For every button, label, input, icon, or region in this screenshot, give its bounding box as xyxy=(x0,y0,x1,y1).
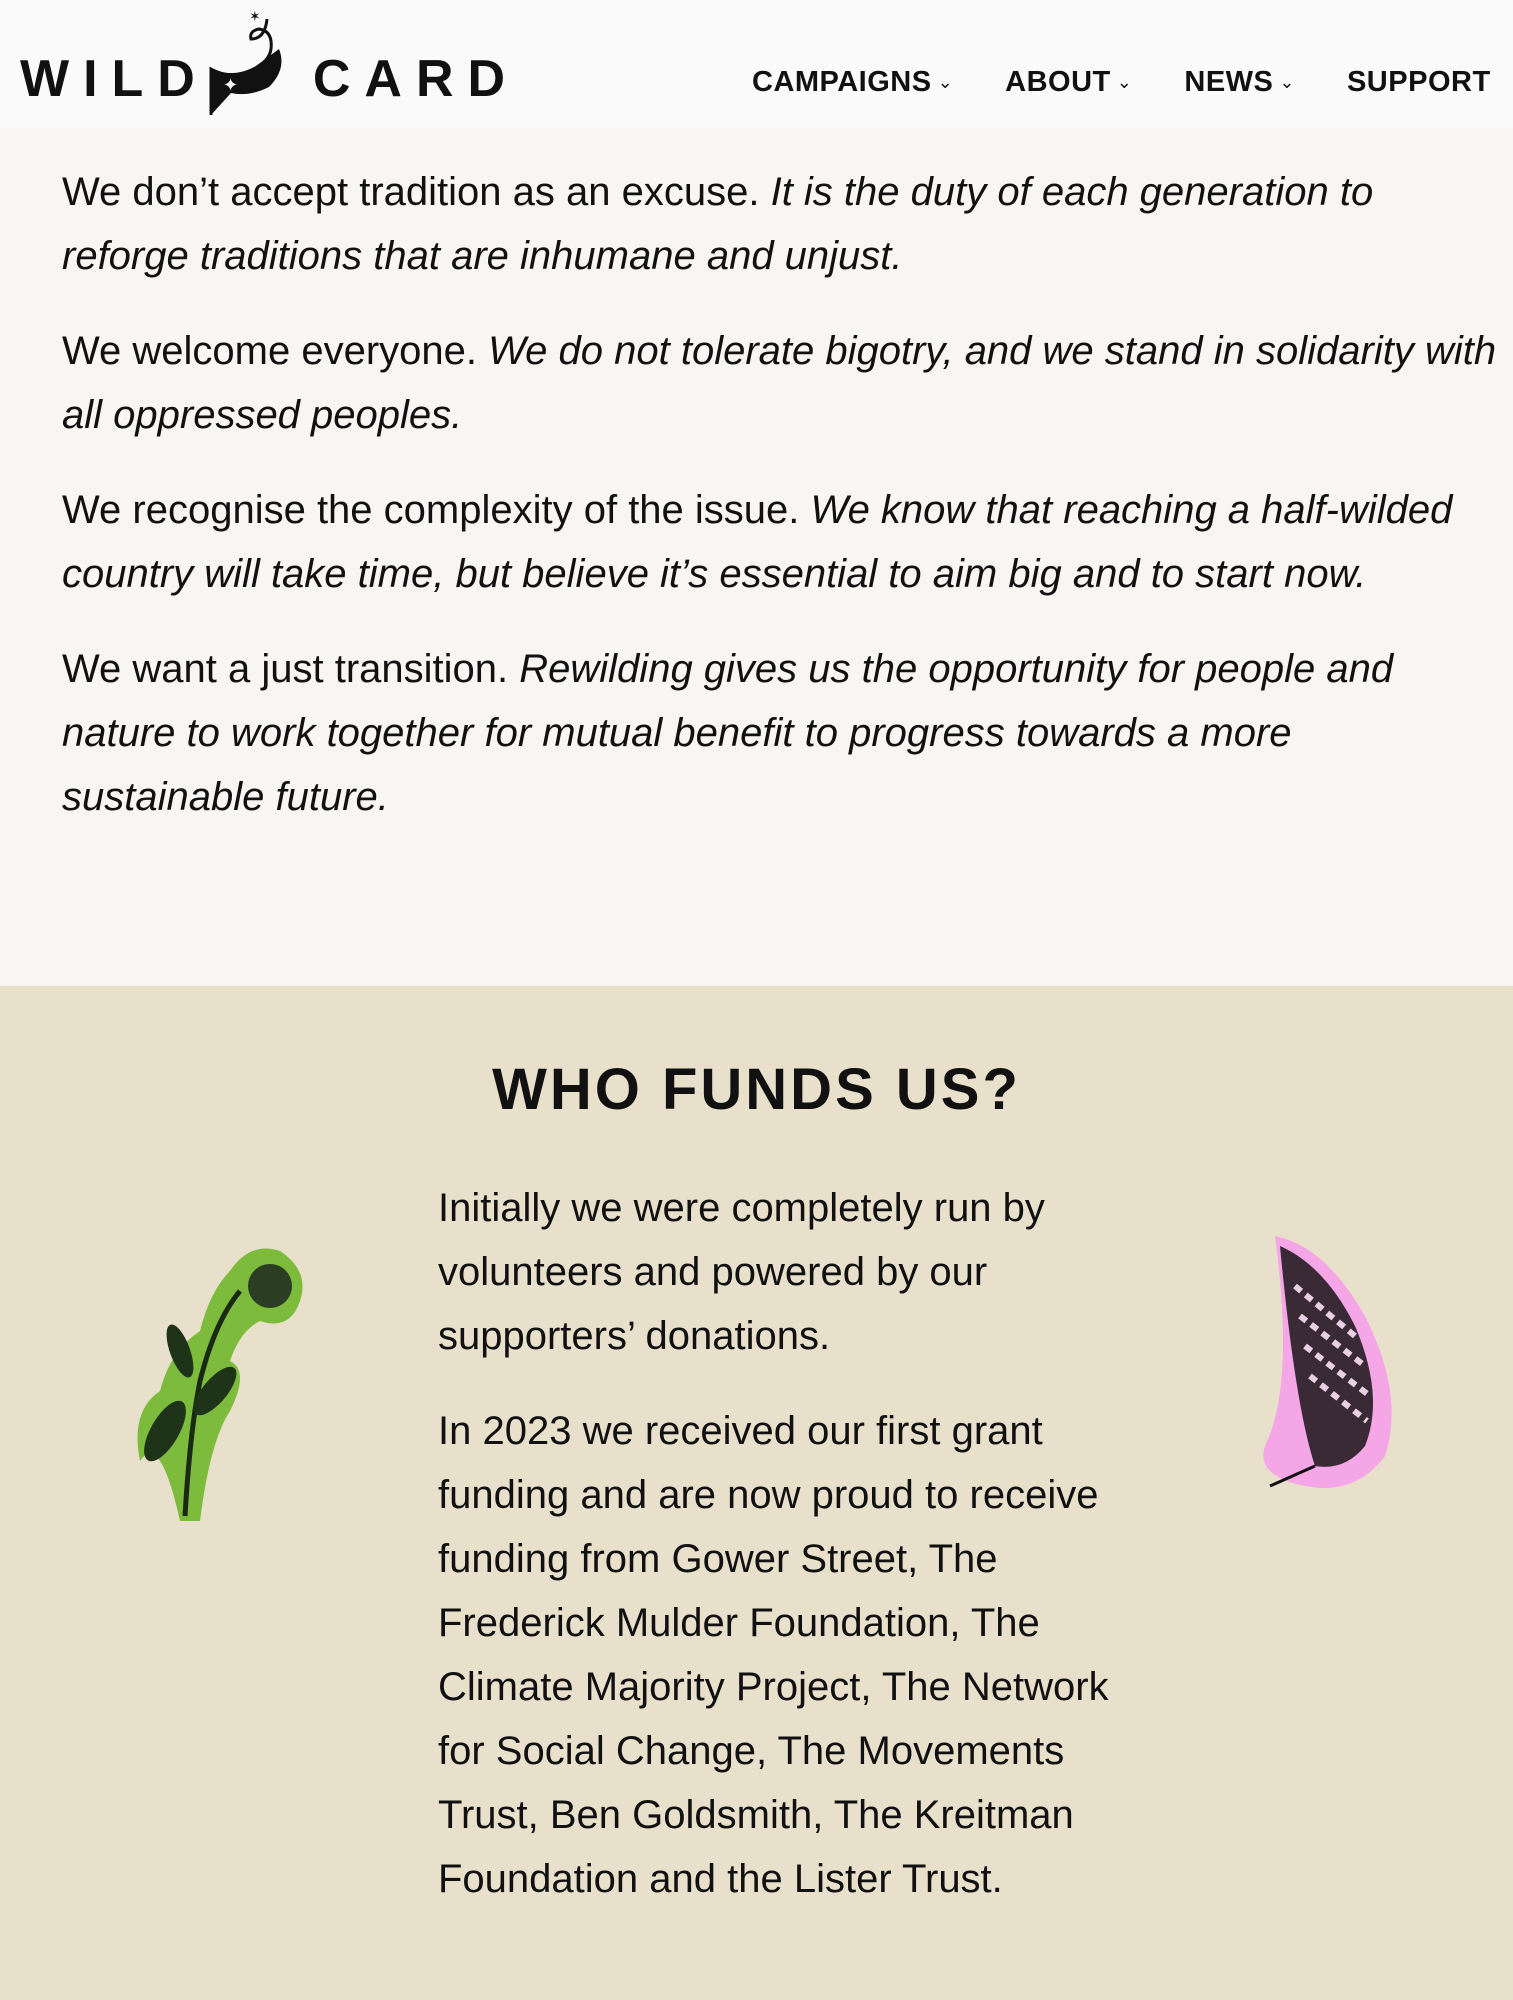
nav-about[interactable] xyxy=(1005,66,1132,99)
value-lead: We don’t accept tradition as an excuse. xyxy=(62,170,760,214)
value-lead: We recognise the complexity of the issue. xyxy=(62,488,800,532)
value-lead: We want a just transition. xyxy=(62,647,509,691)
chevron-down-icon: ⌄ xyxy=(1116,72,1133,92)
nav-support[interactable] xyxy=(1347,66,1491,99)
chevron-down-icon: ⌄ xyxy=(937,72,954,92)
funding-text xyxy=(438,1176,1138,1942)
hand-star-logo-icon xyxy=(209,9,299,119)
plant-illustration-icon xyxy=(120,1231,320,1531)
value-item xyxy=(62,160,1502,288)
chevron-down-icon: ⌄ xyxy=(1279,72,1295,92)
nav-label: NEWS xyxy=(1184,66,1274,98)
value-item xyxy=(62,637,1502,829)
value-item xyxy=(62,319,1502,447)
value-detail: We know that reaching a half-wilded country will take time, but believe it’s essential to aim big and to start now. xyxy=(62,488,1453,596)
logo-text-left: WILD xyxy=(20,50,209,108)
value-detail: It is the duty of each generation to reforge traditions that are inhumane and unjust. xyxy=(62,170,1374,278)
who-funds-us-section xyxy=(0,986,1513,2000)
section-title: WHO FUNDS US? xyxy=(492,1057,1021,1122)
nav-campaigns[interactable] xyxy=(752,66,953,99)
value-item xyxy=(62,478,1502,606)
values-list xyxy=(62,160,1502,860)
main-nav xyxy=(752,66,1491,99)
svg-text:✶: ✶ xyxy=(248,9,261,24)
nav-label: CAMPAIGNS xyxy=(752,66,932,98)
site-header xyxy=(0,0,1513,128)
logo[interactable] xyxy=(20,0,519,128)
logo-text-right: CARD xyxy=(312,50,520,108)
funding-paragraph: In 2023 we received our first grant funding and are now proud to receive funding from Gower Street, The Frederick Mulder Foundation, The Climate Majority Project, The Network for Social Change, The Movements Trust, Ben Goldsmith, The Kreitman Foundation and the Lister Trust. xyxy=(438,1409,1109,1901)
funding-paragraph: Initially we were completely run by volunteers and powered by our supporters’ donations. xyxy=(438,1186,1045,1358)
svg-text:✦: ✦ xyxy=(222,75,238,95)
value-detail: Rewilding gives us the opportunity for people and nature to work together for mutual benefit to progress towards a more sustainable future. xyxy=(62,647,1394,819)
value-lead: We welcome everyone. xyxy=(62,329,477,373)
nav-label: SUPPORT xyxy=(1346,66,1491,98)
nav-label: ABOUT xyxy=(1005,66,1111,98)
value-detail: We do not tolerate bigotry, and we stand in solidarity with all oppressed peoples. xyxy=(62,329,1497,437)
nav-news[interactable] xyxy=(1184,66,1295,99)
bird-illustration-icon xyxy=(1255,1226,1415,1496)
